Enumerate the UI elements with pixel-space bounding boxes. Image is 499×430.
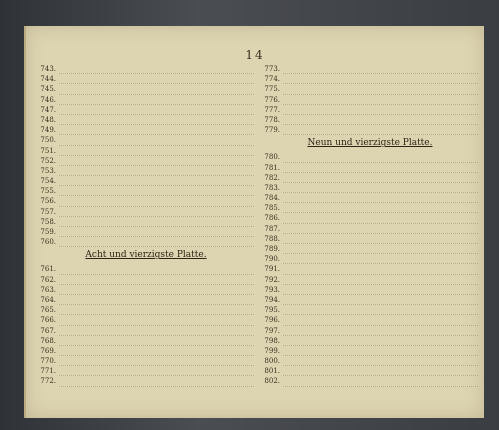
entry-number: 751.	[40, 146, 56, 155]
entry-number: 779.	[264, 126, 280, 135]
entry-number: 788.	[264, 234, 280, 243]
left-entries-top	[38, 64, 254, 247]
catalog-entry	[38, 315, 254, 325]
entry-number: 768.	[40, 336, 56, 345]
entry-description	[283, 173, 478, 183]
entry-number: 758.	[40, 217, 56, 226]
entry-description	[283, 105, 478, 115]
catalog-entry	[38, 336, 254, 346]
entry-description	[59, 95, 254, 105]
entry-description	[283, 366, 478, 376]
catalog-entry	[38, 264, 254, 274]
entry-description	[283, 203, 478, 213]
catalog-entry	[38, 275, 254, 285]
catalog-entry	[38, 135, 254, 145]
catalog-entry	[38, 305, 254, 315]
catalog-entry	[262, 115, 478, 125]
entry-description	[59, 264, 254, 274]
entry-description	[59, 207, 254, 217]
catalog-entry	[262, 305, 478, 315]
catalog-entry	[262, 244, 478, 254]
entry-number: 748.	[40, 115, 56, 124]
catalog-entry	[38, 105, 254, 115]
catalog-entry	[262, 224, 478, 234]
catalog-entry	[38, 186, 254, 196]
catalog-entry	[38, 217, 254, 227]
entry-number: 750.	[40, 136, 56, 145]
entry-number: 778.	[264, 115, 280, 124]
entry-number: 800.	[264, 357, 280, 366]
entry-number: 796.	[264, 316, 280, 325]
section-heading-48: Acht und vierzigste Platte.	[85, 250, 207, 261]
entry-number: 795.	[264, 306, 280, 315]
catalog-entry	[262, 105, 478, 115]
catalog-entry	[262, 152, 478, 162]
entry-description	[59, 227, 254, 237]
entry-number: 756.	[40, 197, 56, 206]
entry-number: 792.	[264, 275, 280, 284]
catalog-entry	[262, 213, 478, 223]
entry-number: 745.	[40, 85, 56, 94]
entry-description	[283, 336, 478, 346]
entry-number: 776.	[264, 95, 280, 104]
entry-description	[59, 285, 254, 295]
entry-number: 791.	[264, 265, 280, 274]
entry-number: 787.	[264, 224, 280, 233]
entry-description	[59, 336, 254, 346]
entry-description	[59, 315, 254, 325]
entry-number: 789.	[264, 245, 280, 253]
entry-number: 785.	[264, 204, 280, 213]
entry-number: 786.	[264, 214, 280, 223]
catalog-entry	[38, 356, 254, 366]
catalog-entry	[262, 254, 478, 264]
entry-description	[283, 115, 478, 125]
entry-description	[283, 125, 478, 135]
entry-number: 765.	[40, 306, 56, 315]
entry-number: 799.	[264, 346, 280, 355]
catalog-entry	[262, 356, 478, 366]
entry-number: 775.	[264, 85, 280, 94]
catalog-entry	[262, 95, 478, 105]
entry-description	[59, 105, 254, 115]
entry-description	[59, 115, 254, 125]
entry-number: 798.	[264, 336, 280, 345]
catalog-entry	[38, 196, 254, 206]
section-heading-49: Neun und vierzigste Platte.	[307, 138, 433, 149]
entry-description	[283, 95, 478, 105]
entry-description	[283, 356, 478, 366]
entry-description	[283, 213, 478, 223]
entry-description	[59, 237, 254, 247]
catalog-entry	[38, 64, 254, 74]
catalog-entry	[38, 295, 254, 305]
catalog-entry	[262, 264, 478, 274]
catalog-entry	[262, 193, 478, 203]
entry-description	[283, 315, 478, 325]
entry-number: 754.	[40, 177, 56, 186]
entry-number: 747.	[40, 105, 56, 114]
catalog-entry	[262, 64, 478, 74]
entry-description	[283, 376, 478, 386]
catalog-entry	[262, 84, 478, 94]
entry-description	[59, 156, 254, 166]
entry-number: 755.	[40, 187, 56, 196]
entry-description	[283, 234, 478, 244]
right-entries-top	[262, 64, 478, 135]
entry-number: 770.	[40, 357, 56, 366]
entry-description	[59, 74, 254, 84]
entry-number: 769.	[40, 346, 56, 355]
catalog-entry	[38, 285, 254, 295]
entry-description	[283, 84, 478, 94]
entry-description	[283, 163, 478, 173]
entry-number: 783.	[264, 183, 280, 192]
catalog-entry	[38, 207, 254, 217]
entry-description	[59, 295, 254, 305]
entry-number: 772.	[40, 377, 56, 386]
catalog-entry	[262, 275, 478, 285]
entry-description	[283, 152, 478, 162]
entry-number: 780.	[264, 153, 280, 162]
entry-number: 762.	[40, 275, 56, 284]
entry-number: 744.	[40, 75, 56, 84]
catalog-entry	[262, 376, 478, 386]
entry-description	[283, 305, 478, 315]
entry-description	[59, 186, 254, 196]
entry-number: 760.	[40, 238, 56, 247]
entry-number: 752.	[40, 156, 56, 165]
catalog-entry	[262, 183, 478, 193]
entry-description	[283, 193, 478, 203]
entry-number: 759.	[40, 228, 56, 236]
entry-description	[59, 346, 254, 356]
catalog-entry	[262, 74, 478, 84]
catalog-entry	[262, 315, 478, 325]
entry-description	[59, 64, 254, 74]
entry-description	[283, 275, 478, 285]
left-entries-bottom	[38, 264, 254, 386]
entry-number: 774.	[264, 75, 280, 84]
entry-description	[283, 183, 478, 193]
entry-description	[59, 305, 254, 315]
entry-number: 766.	[40, 316, 56, 325]
entry-number: 743.	[40, 65, 56, 73]
entry-number: 781.	[264, 163, 280, 172]
right-entries-bottom	[262, 152, 478, 386]
entry-number: 782.	[264, 173, 280, 182]
catalog-entry	[38, 115, 254, 125]
entry-number: 753.	[40, 166, 56, 175]
entry-description	[59, 326, 254, 336]
entry-description	[283, 224, 478, 234]
catalog-entry	[38, 176, 254, 186]
entry-description	[59, 135, 254, 145]
catalog-entry	[262, 295, 478, 305]
entry-description	[59, 196, 254, 206]
catalog-entry	[38, 156, 254, 166]
catalog-entry	[38, 346, 254, 356]
entry-number: 794.	[264, 295, 280, 304]
entry-description	[283, 244, 478, 254]
entry-number: 797.	[264, 326, 280, 335]
entry-description	[59, 366, 254, 376]
entry-description	[59, 356, 254, 366]
entry-description	[283, 264, 478, 274]
catalog-entry	[38, 227, 254, 237]
entry-number: 763.	[40, 285, 56, 294]
entry-number: 790.	[264, 255, 280, 264]
right-column	[262, 64, 478, 387]
entry-description	[59, 217, 254, 227]
catalog-entry	[38, 84, 254, 94]
catalog-entry	[262, 173, 478, 183]
entry-number: 777.	[264, 105, 280, 114]
catalog-entry	[262, 203, 478, 213]
entry-number: 771.	[40, 367, 56, 376]
entry-number: 757.	[40, 207, 56, 216]
entry-description	[59, 176, 254, 186]
catalog-entry	[38, 74, 254, 84]
catalog-entry	[38, 146, 254, 156]
entry-number: 793.	[264, 285, 280, 294]
entry-description	[59, 146, 254, 156]
entry-description	[283, 254, 478, 264]
entry-description	[59, 125, 254, 135]
entry-description	[59, 275, 254, 285]
left-column	[38, 64, 254, 387]
catalog-entry	[38, 125, 254, 135]
catalog-entry	[262, 234, 478, 244]
entry-description	[283, 64, 478, 74]
catalog-entry	[38, 376, 254, 386]
catalog-entry	[38, 366, 254, 376]
catalog-entry	[262, 326, 478, 336]
entry-number: 764.	[40, 295, 56, 304]
entry-number: 802.	[264, 377, 280, 386]
entry-number: 767.	[40, 326, 56, 335]
catalog-entry	[38, 326, 254, 336]
entry-description	[283, 74, 478, 84]
catalog-entry	[38, 237, 254, 247]
catalog-page	[24, 26, 484, 418]
entry-number: 749.	[40, 126, 56, 135]
entry-description	[59, 376, 254, 386]
catalog-entry	[38, 95, 254, 105]
entry-number: 773.	[264, 65, 280, 73]
entry-description	[283, 285, 478, 295]
page-number: 14	[245, 48, 265, 62]
catalog-entry	[262, 163, 478, 173]
entry-description	[59, 166, 254, 176]
entry-number: 801.	[264, 367, 280, 376]
entry-description	[283, 326, 478, 336]
entry-description	[283, 346, 478, 356]
catalog-entry	[262, 346, 478, 356]
catalog-entry	[262, 366, 478, 376]
entry-number: 761.	[40, 265, 56, 274]
catalog-entry	[262, 125, 478, 135]
entry-number: 746.	[40, 95, 56, 104]
catalog-entry	[262, 285, 478, 295]
entry-description	[283, 295, 478, 305]
catalog-entry	[38, 166, 254, 176]
catalog-entry	[262, 336, 478, 346]
entry-number: 784.	[264, 194, 280, 203]
entry-description	[59, 84, 254, 94]
